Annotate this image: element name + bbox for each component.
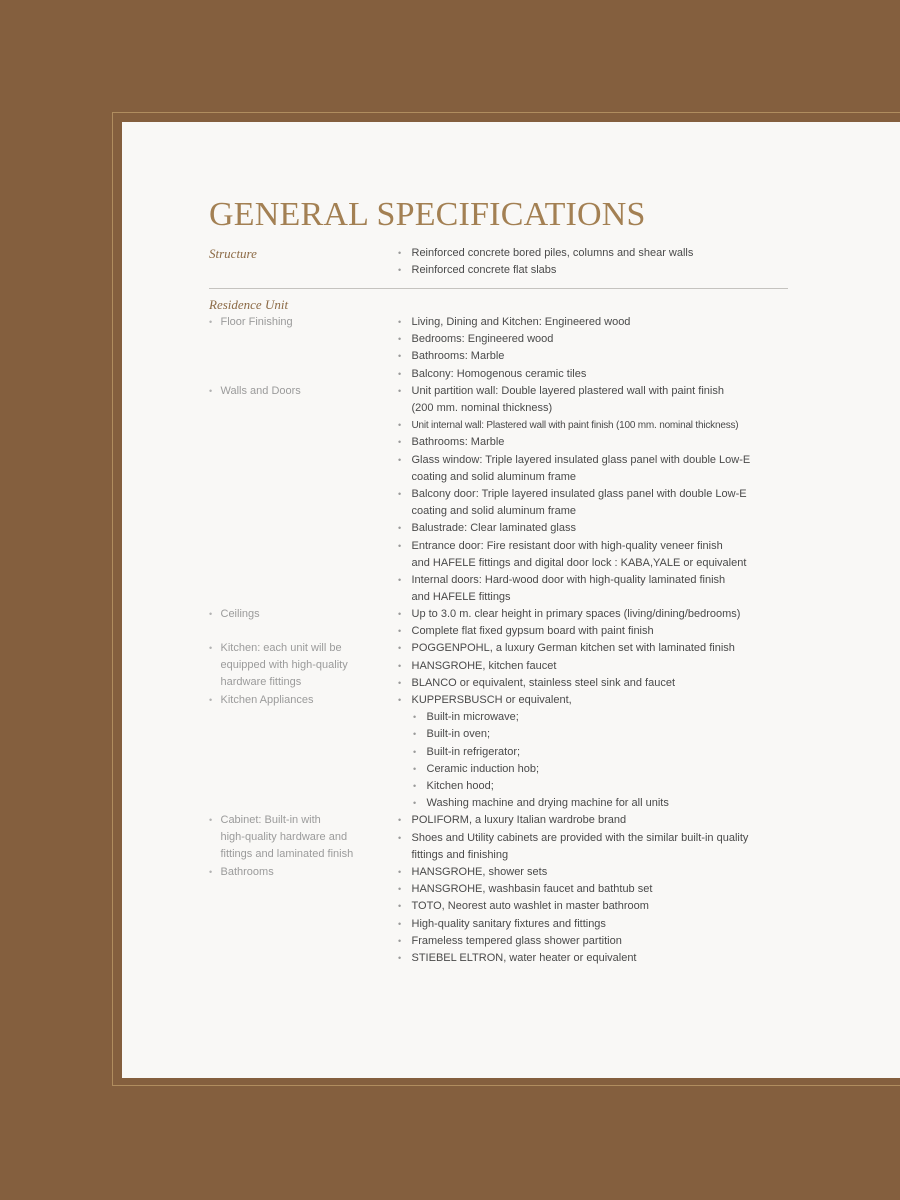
list-item: • Bathrooms: Marble [398,436,505,448]
list-item: • Internal doors: Hard-wood door with high-quality laminated finish and HAFELE fittings [398,574,726,604]
list-item: • POGGENPOHL, a luxury German kitchen set with laminated finish [398,642,735,654]
sub-list-item: • Built-in microwave; [413,711,519,723]
category-cabinet: • Cabinet: Built-in with high-quality hardware and fittings and laminated finish [209,814,354,861]
list-item: • Living, Dining and Kitchen: Engineered wood [398,316,631,328]
list-item: • Complete flat fixed gypsum board with paint finish [398,625,654,637]
sub-list-item: • Ceramic induction hob; [413,763,540,775]
section-divider [209,288,788,289]
list-item: • Balcony door: Triple layered insulated glass panel with double Low-E coating and solid aluminum frame [398,488,747,518]
list-item: • Bedrooms: Engineered wood [398,333,554,345]
list-item: • STIEBEL ELTRON, water heater or equivalent [398,952,637,964]
list-item: • Glass window: Triple layered insulated glass panel with double Low-E coating and solid aluminum frame [398,454,751,484]
list-item: • BLANCO or equivalent, stainless steel sink and faucet [398,677,676,689]
sub-list-item: • Kitchen hood; [413,780,494,792]
list-item: • Reinforced concrete flat slabs [398,264,557,276]
category-walls-doors: • Walls and Doors [209,385,301,397]
section-heading-structure: Structure [209,246,257,261]
category-kitchen: • Kitchen: each unit will be equipped with high-quality hardware fittings [209,642,348,689]
list-item: • Unit partition wall: Double layered plastered wall with paint finish (200 mm. nominal thickness) [398,385,724,415]
list-item: • Frameless tempered glass shower partition [398,935,622,947]
list-item: • Shoes and Utility cabinets are provided with the similar built-in quality fittings and finishing [398,832,749,862]
list-item: • KUPPERSBUSCH or equivalent, [398,694,572,706]
list-item: • High-quality sanitary fixtures and fittings [398,918,606,930]
list-item: • TOTO, Neorest auto washlet in master bathroom [398,900,649,912]
page-title: GENERAL SPECIFICATIONS [209,196,646,233]
category-bathrooms: • Bathrooms [209,866,274,878]
list-item: • Unit internal wall: Plastered wall with paint finish (100 mm. nominal thickness) [398,420,739,431]
list-item: • HANSGROHE, washbasin faucet and bathtub set [398,883,653,895]
list-item: • HANSGROHE, kitchen faucet [398,660,557,672]
list-item: • Entrance door: Fire resistant door with high-quality veneer finish and HAFELE fittings and digital door lock : KABA,YALE or equivalent [398,540,747,570]
sub-list-item: • Washing machine and drying machine for all units [413,797,669,809]
list-item: • Bathrooms: Marble [398,350,505,362]
section-heading-residence: Residence Unit [209,297,289,312]
list-item: • POLIFORM, a luxury Italian wardrobe brand [398,814,627,826]
category-floor-finishing: • Floor Finishing [209,316,293,328]
list-item: • HANSGROHE, shower sets [398,866,548,878]
category-kitchen-appliances: • Kitchen Appliances [209,694,314,706]
list-item: • Balcony: Homogenous ceramic tiles [398,368,587,380]
list-item: • Balustrade: Clear laminated glass [398,522,576,534]
sub-list-item: • Built-in oven; [413,728,491,740]
list-item: • Reinforced concrete bored piles, columns and shear walls [398,247,694,259]
sub-list-item: • Built-in refrigerator; [413,746,521,758]
list-item: • Up to 3.0 m. clear height in primary spaces (living/dining/bedrooms) [398,608,741,620]
category-ceilings: • Ceilings [209,608,260,620]
